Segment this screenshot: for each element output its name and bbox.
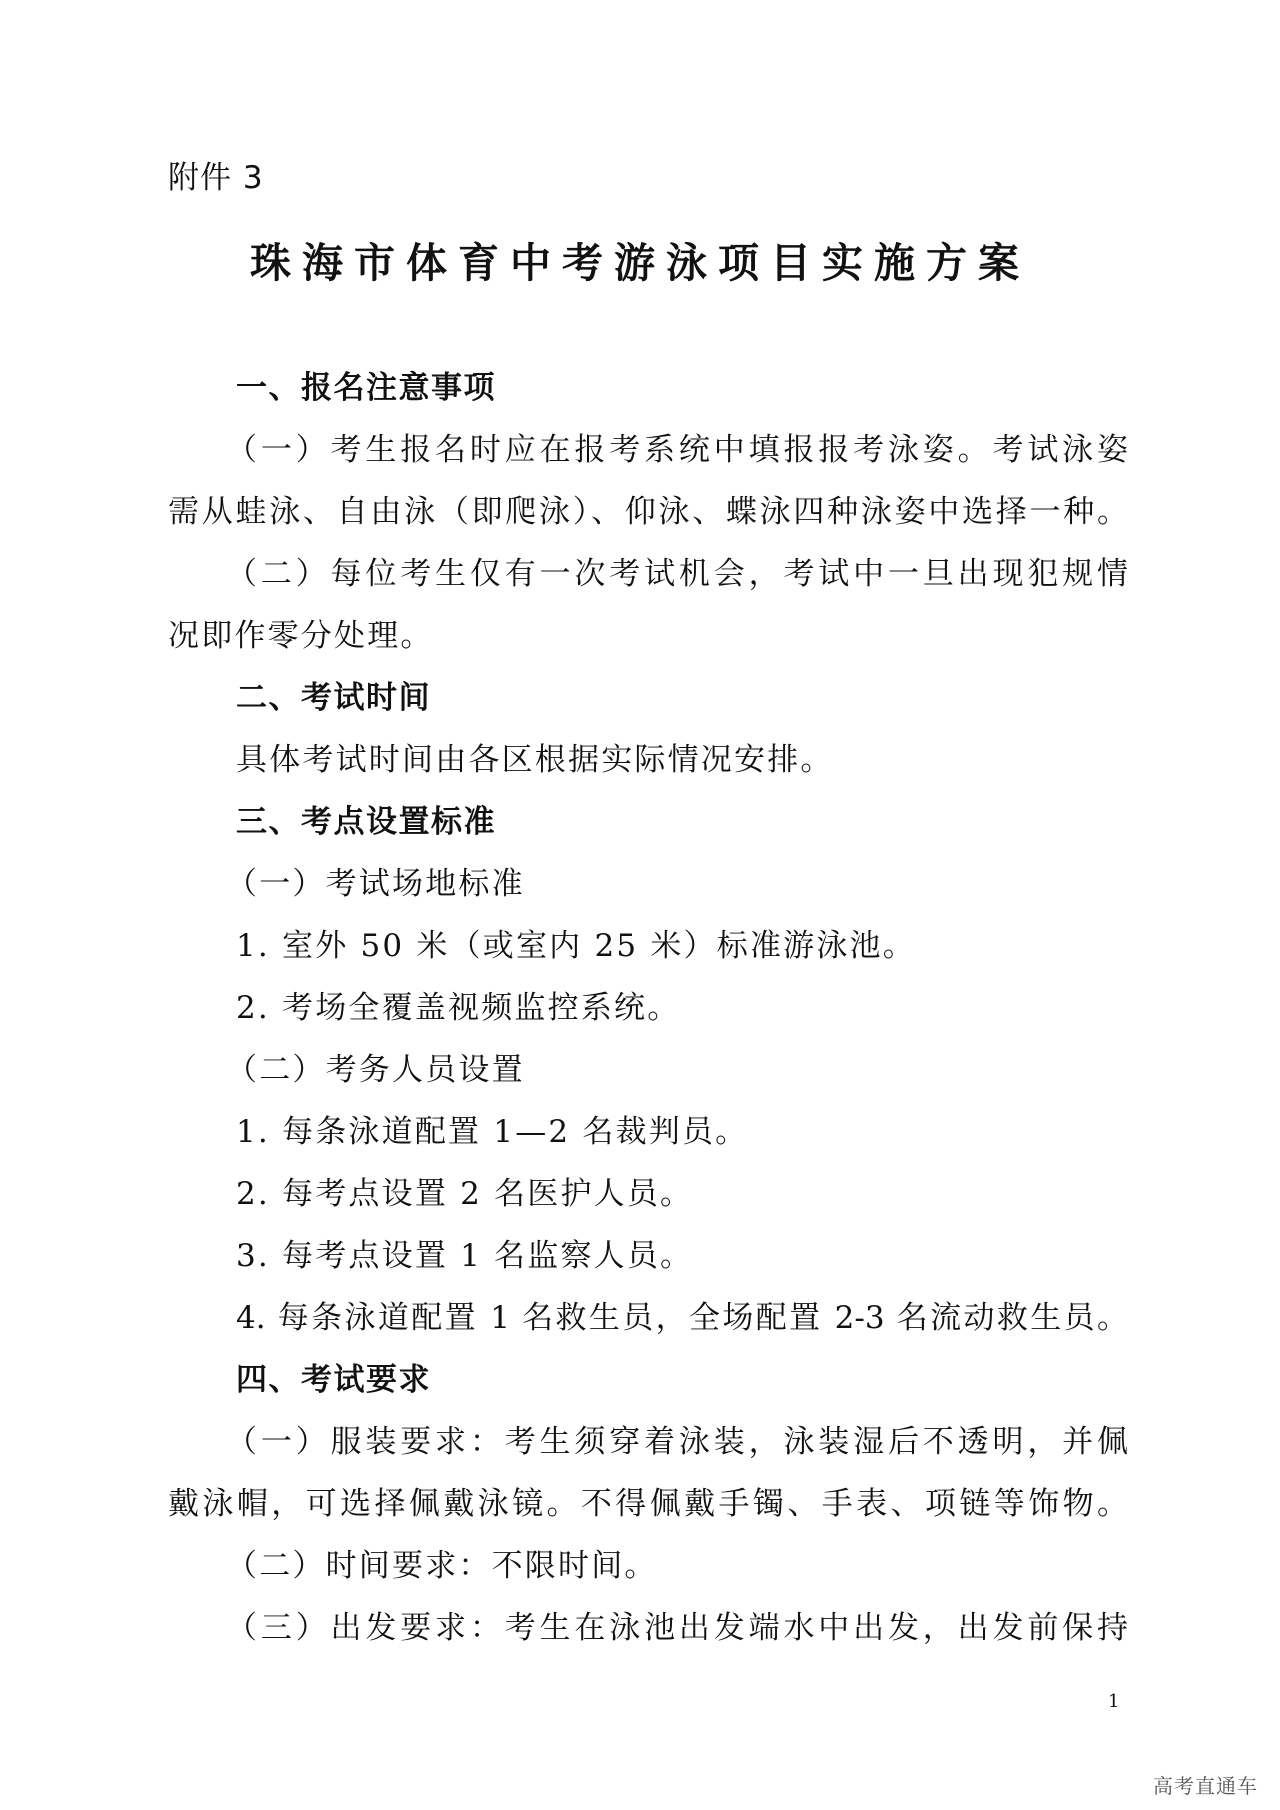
list-item: 2. 考场全覆盖视频监控系统。 xyxy=(236,990,681,1026)
paragraph-line: 需从蛙泳、自由泳（即爬泳）、仰泳、蝶泳四种泳姿中选择一种。 xyxy=(168,494,1128,530)
page-number: 1 xyxy=(1108,1691,1120,1712)
list-item: 1. 室外 50 米（或室内 25 米）标准游泳池。 xyxy=(236,928,916,964)
paragraph-line: 戴泳帽，可选择佩戴泳镜。不得佩戴手镯、手表、项链等饰物。 xyxy=(168,1486,1128,1522)
list-item: 2. 每考点设置 2 名医护人员。 xyxy=(236,1176,694,1212)
section-heading-exam-requirements: 四、考试要求 xyxy=(236,1362,431,1398)
subsection-heading: （一）考试场地标准 xyxy=(226,866,525,902)
list-item: 3. 每考点设置 1 名监察人员。 xyxy=(236,1238,694,1274)
paragraph-line: （二）每位考生仅有一次考试机会，考试中一旦出现犯规情 xyxy=(226,556,1128,592)
paragraph-line: （三）出发要求：考生在泳池出发端水中出发，出发前保持 xyxy=(226,1610,1128,1646)
paragraph-line: 况即作零分处理。 xyxy=(168,618,434,654)
attachment-label: 附件 3 xyxy=(168,160,264,196)
document-title: 珠海市体育中考游泳项目实施方案 xyxy=(250,239,1030,287)
document-body xyxy=(168,357,1128,1659)
list-item: 1. 每条泳道配置 1—2 名裁判员。 xyxy=(236,1114,749,1150)
paragraph-line: （一）考生报名时应在报考系统中填报报考泳姿。考试泳姿 xyxy=(226,432,1128,468)
watermark: 高考直通车 xyxy=(1153,1774,1258,1798)
list-item: 4. 每条泳道配置 1 名救生员，全场配置 2-3 名流动救生员。 xyxy=(236,1300,1128,1336)
paragraph-line: （一）服装要求：考生须穿着泳装，泳装湿后不透明，并佩 xyxy=(226,1424,1128,1460)
section-heading-exam-time: 二、考试时间 xyxy=(236,680,431,716)
section-heading-venue-standards: 三、考点设置标准 xyxy=(236,804,496,840)
paragraph-line: 具体考试时间由各区根据实际情况安排。 xyxy=(236,742,834,778)
section-heading-registration: 一、报名注意事项 xyxy=(236,370,496,406)
subsection-heading: （二）考务人员设置 xyxy=(226,1052,525,1088)
paragraph-line: （二）时间要求：不限时间。 xyxy=(226,1548,658,1584)
